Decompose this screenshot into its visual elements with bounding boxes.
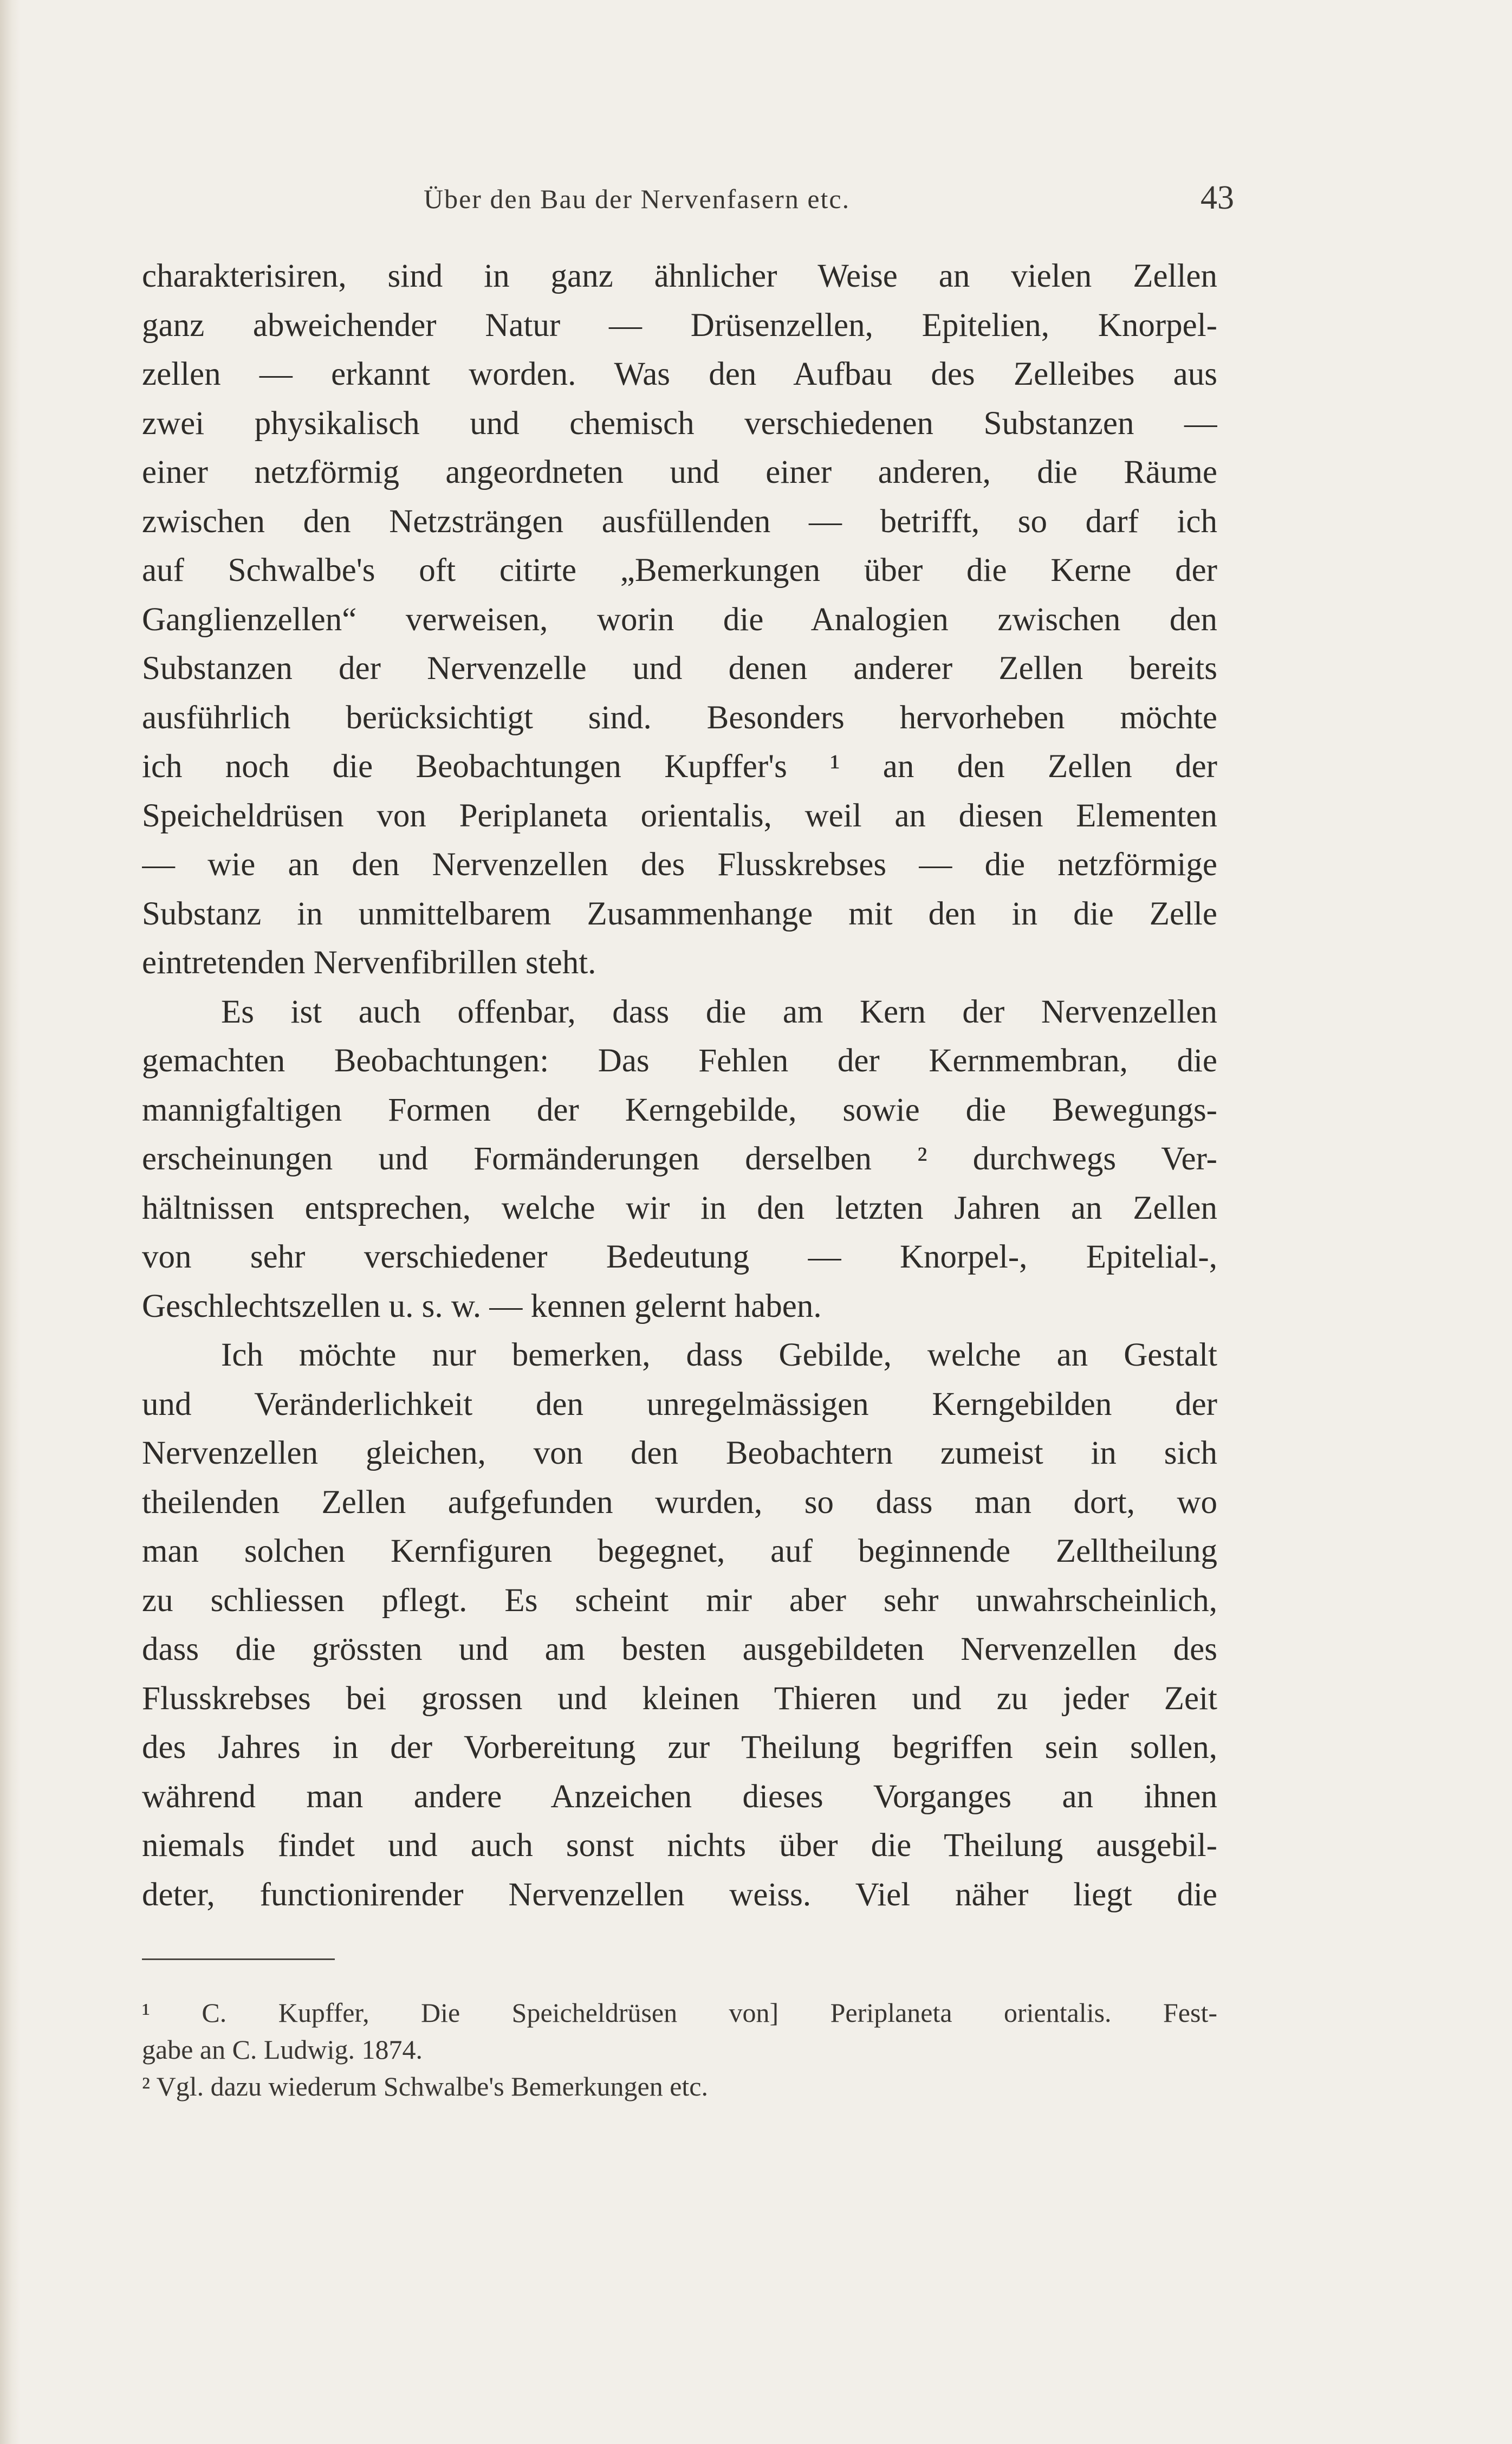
footnotes [142, 1994, 1217, 2105]
footnote-line: ² Vgl. dazu wiederum Schwalbe's Bemerkungen etc. [142, 2071, 708, 2102]
page-number: 43 [1200, 179, 1234, 216]
running-title: Über den Bau der Nervenfasern etc. [424, 184, 851, 214]
text-line: Ich möchte nur bemerken, dass Gebilde, welche an Gestalt [221, 1337, 1217, 1373]
text-line: man solchen Kernfiguren begegnet, auf beginnende Zelltheilung [142, 1533, 1217, 1569]
text-line: niemals findet und auch sonst nichts über die Theilung ausgebil- [142, 1827, 1217, 1864]
footnote-line: ¹ C. Kupffer, Die Speicheldrüsen von] Periplaneta orientalis. Fest- [142, 1997, 1217, 2028]
text-line: zwei physikalisch und chemisch verschiedenen Substanzen — [142, 405, 1217, 442]
text-line: — wie an den Nervenzellen des Flusskrebses — die netzförmige [142, 846, 1217, 883]
text-line: zellen — erkannt worden. Was den Aufbau des Zelleibes aus [142, 356, 1217, 392]
text-line: Ganglienzellen“ verweisen, worin die Analogien zwischen den [142, 601, 1217, 638]
page-binding-edge [0, 0, 21, 2444]
body-text [142, 252, 1217, 1919]
page-header [142, 179, 1234, 222]
text-line: Speicheldrüsen von Periplaneta orientalis, weil an diesen Elementen [142, 797, 1217, 834]
text-line: Flusskrebses bei grossen und kleinen Thieren und zu jeder Zeit [142, 1680, 1217, 1717]
text-line: Substanz in unmittelbarem Zusammenhange mit den in die Zelle [142, 895, 1217, 932]
text-line: theilenden Zellen aufgefunden wurden, so dass man dort, wo [142, 1484, 1217, 1521]
text-line: einer netzförmig angeordneten und einer anderen, die Räume [142, 454, 1217, 490]
text-line: zwischen den Netzsträngen ausfüllenden — betrifft, so darf ich [142, 503, 1217, 540]
text-line: auf Schwalbe's oft citirte „Bemerkungen über die Kerne der [142, 552, 1217, 589]
text-line: Es ist auch offenbar, dass die am Kern der Nervenzellen [221, 993, 1217, 1030]
text-line: Nervenzellen gleichen, von den Beobachtern zumeist in sich [142, 1435, 1217, 1471]
footnote-line: gabe an C. Ludwig. 1874. [142, 2034, 423, 2065]
text-line: ich noch die Beobachtungen Kupffer's ¹ an den Zellen der [142, 748, 1217, 785]
text-line: Substanzen der Nervenzelle und denen anderer Zellen bereits [142, 650, 1217, 687]
text-line: charakterisiren, sind in ganz ähnlicher Weise an vielen Zellen [142, 258, 1217, 294]
footnote-divider [142, 1958, 335, 1960]
text-line: hältnissen entsprechen, welche wir in den letzten Jahren an Zellen [142, 1189, 1217, 1226]
text-line: dass die grössten und am besten ausgebildeten Nervenzellen des [142, 1631, 1217, 1667]
text-line: ganz abweichender Natur — Drüsenzellen, Epitelien, Knorpel- [142, 307, 1217, 344]
text-line: deter, functionirender Nervenzellen weiss. Viel näher liegt die [142, 1876, 1217, 1913]
text-line: erscheinungen und Formänderungen derselben ² durchwegs Ver- [142, 1141, 1217, 1177]
text-line: gemachten Beobachtungen: Das Fehlen der Kernmembran, die [142, 1043, 1217, 1079]
text-line: von sehr verschiedener Bedeutung — Knorpel-, Epitelial-, [142, 1239, 1217, 1275]
text-line: während man andere Anzeichen dieses Vorganges an ihnen [142, 1778, 1217, 1815]
text-line: zu schliessen pflegt. Es scheint mir aber sehr unwahrscheinlich, [142, 1582, 1217, 1619]
text-line: Geschlechtszellen u. s. w. — kennen gelernt haben. [142, 1288, 822, 1324]
text-line: des Jahres in der Vorbereitung zur Theilung begriffen sein sollen, [142, 1729, 1217, 1766]
text-line: mannigfaltigen Formen der Kerngebilde, sowie die Bewegungs- [142, 1091, 1217, 1128]
text-line: ausführlich berücksichtigt sind. Besonders hervorheben möchte [142, 699, 1217, 736]
text-line: eintretenden Nervenfibrillen steht. [142, 945, 596, 981]
text-line: und Veränderlichkeit den unregelmässigen Kerngebilden der [142, 1386, 1217, 1423]
